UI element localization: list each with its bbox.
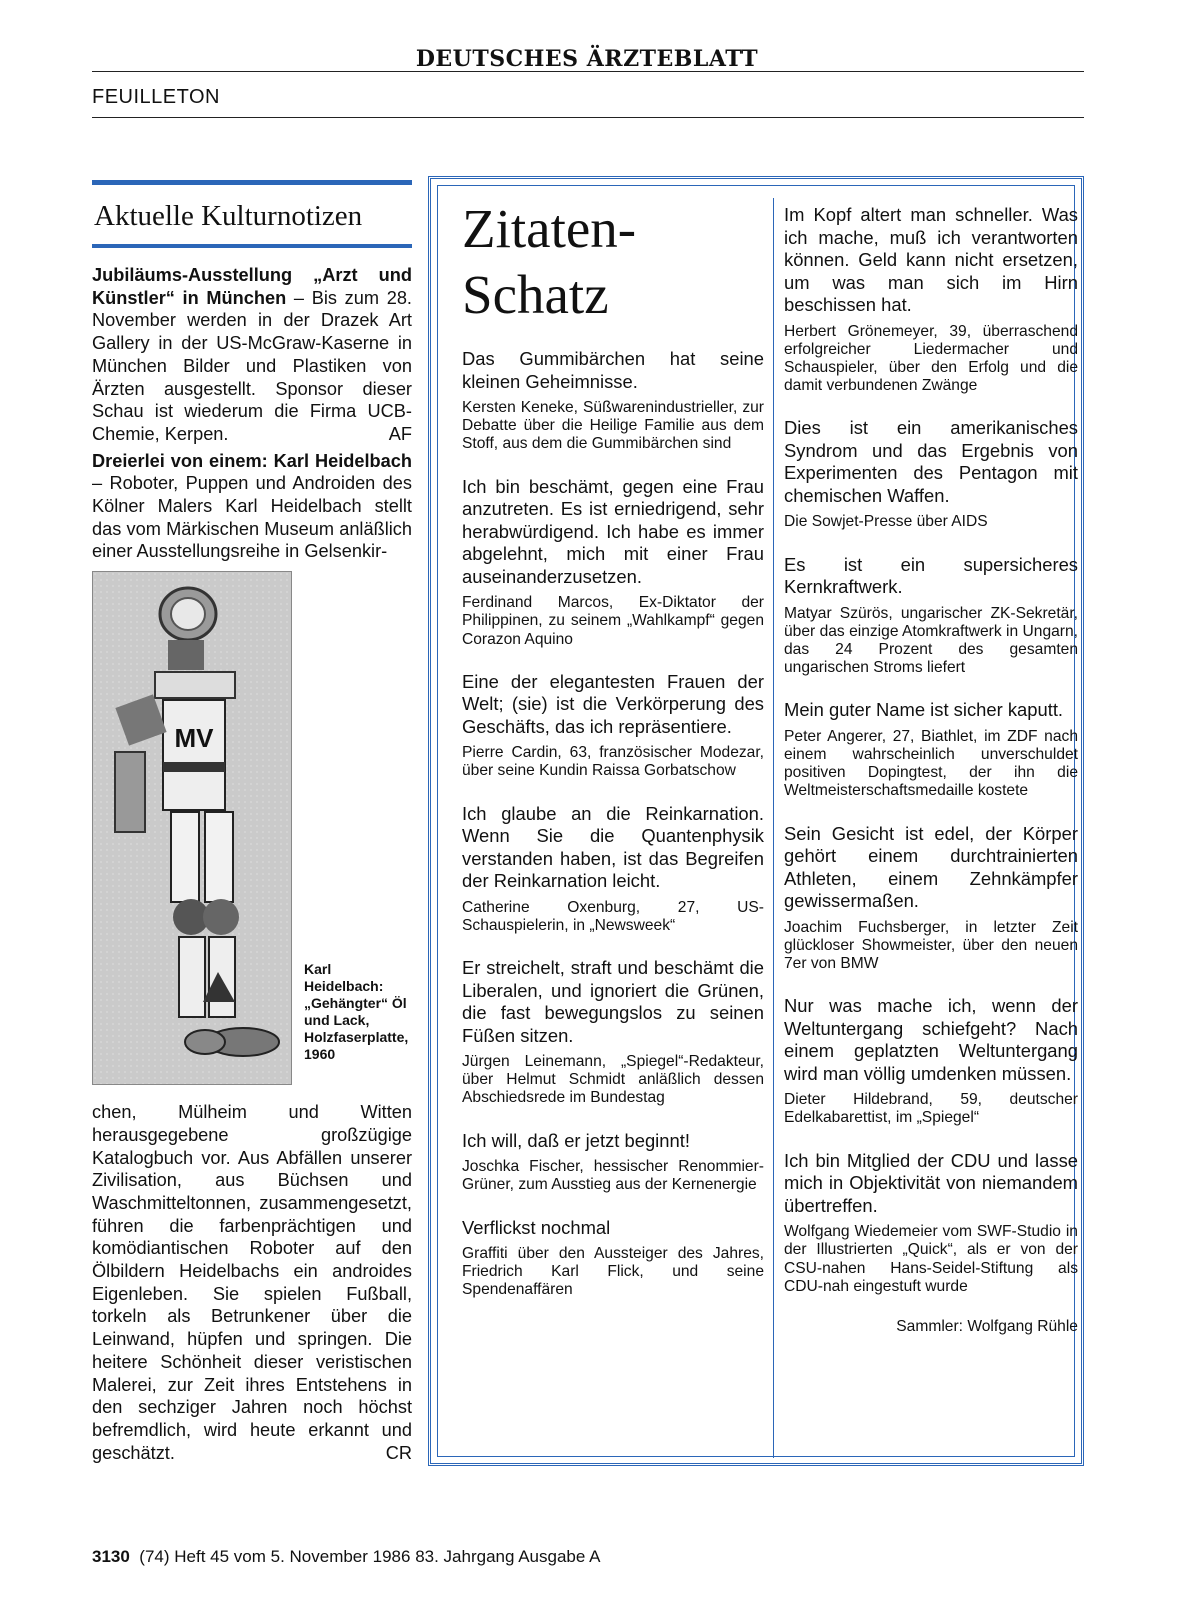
artwork-figure <box>92 571 412 1091</box>
quote-block <box>784 554 1078 678</box>
quote-text: Nur was mache ich, wenn der Weltuntergang schiefgeht? Nach einem geplatzten Weltuntergang wird man völlig umdenken müssen. <box>784 995 1078 1084</box>
quote-text: Er streichelt, straft und beschämt die Liberalen, und ignoriert die Grünen, die fast bewegungslos zu seinen Füßen sitzen. <box>462 957 764 1046</box>
quote-block <box>462 1217 764 1300</box>
quote-attribution: Wolfgang Wiedemeier vom SWF-Studio in der Illustrierten „Quick“, als er von der CSU-nahen Hans-Seidel-Stiftung als CDU-nah eingestuft wurde <box>784 1223 1078 1295</box>
kultur-item-2-continued <box>92 1101 412 1464</box>
kultur-item-2-body-2: chen, Mülheim und Witten herausgegebene großzügige Katalogbuch vor. Aus Abfällen unserer Zivilisation, aus Büchsen und Waschmitteltonnen, zusammengesetzt, führen die farbenprächtigen und komödiantischen Roboter auf den Ölbildern Heidelbachs ein androides Eigenleben. Sie spielen Fußball, torkeln als Betrunkener über die Leinwand, hüpfen und springen. Die heitere Schönheit dieser veristischen Malerei, zur Zeit ihres Entstehens in den sechziger Jahren noch höchst befremdlich, wird heute erkannt und geschätzt. <box>92 1102 412 1463</box>
quote-text: Ich glaube an die Reinkarnation. Wenn Sie die Quantenphysik verstanden haben, ist das Begreifen der Reinkarnation leicht. <box>462 802 764 892</box>
kultur-item-2-head: Dreierlei von einem: Karl Heidelbach <box>92 450 412 471</box>
quote-block <box>462 803 764 935</box>
quote-text: Verflickst nochmal <box>462 1216 611 1238</box>
quote-attribution: Dieter Hildebrand, 59, deutscher Edelkabarettist, im „Spiegel“ <box>784 1091 1078 1127</box>
page-number: 3130 <box>92 1547 130 1566</box>
collector-credit: Sammler: Wolfgang Rühle <box>896 1317 1078 1335</box>
quote-text: Ich bin beschämt, gegen eine Frau anzutreten. Es ist erniedrigend, sehr herabwürdigend. Ich habe es immer abgelehnt, mich mit einer Frau auseinanderzusetzen. <box>462 475 764 587</box>
quote-block <box>784 417 1078 531</box>
quote-attribution: Joachim Fuchsberger, in letzter Zeit glückloser Showmeister, über den neuen 7er von BMW <box>784 918 1078 973</box>
quote-block <box>462 348 764 454</box>
section-rule <box>92 117 1084 118</box>
quote-attribution: Herbert Grönemeyer, 39, überraschend erfolgreicher Liedermacher und Schauspieler, über den Erfolg und die damit verbundenen Zwänge <box>784 322 1078 395</box>
quote-list-a <box>462 348 764 1300</box>
zitaten-column-b <box>784 204 1078 1336</box>
kultur-top-bar <box>92 180 412 185</box>
quote-text: Eine der elegantesten Frauen der Welt; (sie) ist die Verkörperung des Geschäfts, das ich repräsentiere. <box>462 670 764 737</box>
artwork-caption: Karl Heidelbach: „Gehängter“ Öl und Lack, Holzfaserplatte, 1960 <box>304 961 409 1063</box>
kultur-item-1-body: – Bis zum 28. November werden in der Drazek Art Gallery in der US-McGraw-Kaserne in München Bilder und Plastiken von Ärzten ausgestellt. Sponsor dieser Schau ist wiederum die Firma UCB-Chemie, Kerpen. <box>92 287 412 444</box>
quote-block <box>784 699 1078 800</box>
kultur-item-1-head: Jubiläums-Ausstellung „Arzt und Künstler“ in München <box>92 265 412 308</box>
quote-text: Das Gummibärchen hat seine kleinen Geheimnisse. <box>462 348 764 392</box>
quote-attribution: Peter Angerer, 27, Biathlet, im ZDF nach einem wahrscheinlich unverschuldet positiven Dopingtest, der ihn die Weltmeisterschaftsmedaille kostete <box>784 727 1078 800</box>
kultur-column <box>92 180 412 1468</box>
quote-attribution: Matyar Szürös, ungarischer ZK-Sekretär, über das einzige Atomkraftwerk in Ungarn, das 24 Prozent des gesamten ungarischen Stroms liefert <box>784 604 1078 677</box>
quote-attribution: Ferdinand Marcos, Ex-Diktator der Philippinen, zu seinem „Wahlkampf“ gegen Corazon Aquino <box>462 594 764 648</box>
kultur-item-2 <box>92 450 412 564</box>
quote-block <box>784 1150 1078 1296</box>
quote-block <box>784 995 1078 1127</box>
quote-attribution: Catherine Oxenburg, 27, US-Schauspielerin, in „Newsweek“ <box>462 898 764 934</box>
kultur-title: Aktuelle Kulturnotizen <box>94 200 363 232</box>
artwork-image <box>92 571 292 1085</box>
zitaten-column-divider <box>773 198 774 1458</box>
kultur-title-bar <box>92 244 412 248</box>
page-footer <box>92 1547 600 1567</box>
quote-text: Ich bin Mitglied der CDU und lasse mich in Objektivität von niemandem übertreffen. <box>784 1149 1078 1216</box>
quote-block <box>784 823 1078 974</box>
robot-artwork-illustration <box>93 572 291 1084</box>
svg-text:MV: MV <box>174 723 214 754</box>
quote-block <box>462 671 764 781</box>
quote-block <box>462 476 764 649</box>
kultur-item-1-signature: AF <box>388 423 412 444</box>
masthead: DEUTSCHES ÄRZTEBLATT <box>415 46 759 72</box>
issue-info: (74) Heft 45 vom 5. November 1986 83. Jahrgang Ausgabe A <box>139 1547 601 1566</box>
quote-attribution: Joschka Fischer, hessischer Renommier-Grüner, zum Ausstieg aus der Kernenergie <box>462 1158 764 1194</box>
quote-attribution: Die Sowjet-Presse über AIDS <box>784 513 988 531</box>
quote-block <box>462 957 764 1108</box>
quote-list-b <box>784 204 1078 1296</box>
section-label: FEUILLETON <box>92 86 220 108</box>
kultur-item-2-body-1: – Roboter, Puppen und Androiden des Kölner Malers Karl Heidelbach stellt das vom Märkischen Museum anläßlich einer Ausstellungsreihe in Gelsenkir- <box>92 473 412 562</box>
quote-block <box>784 204 1078 395</box>
quote-attribution: Graffiti über den Aussteiger des Jahres, Friedrich Karl Flick, und seine Spendenaffären <box>462 1245 764 1299</box>
zitaten-title: Zitaten-Schatz <box>462 198 637 325</box>
kultur-item-2-signature: CR <box>385 1442 412 1463</box>
quote-attribution: Jürgen Leinemann, „Spiegel“-Redakteur, über Helmut Schmidt anläßlich dessen Abschiedsrede im Bundestag <box>462 1053 764 1107</box>
quote-text: Es ist ein supersicheres Kernkraftwerk. <box>784 553 1078 598</box>
masthead-rule <box>92 71 1084 72</box>
quote-text: Dies ist ein amerikanisches Syndrom und das Ergebnis von Experimenten des Pentagon mit chemischen Waffen. <box>784 417 1078 506</box>
quote-block <box>462 1130 764 1195</box>
quote-text: Ich will, daß er jetzt beginnt! <box>462 1129 690 1151</box>
zitaten-column-a <box>462 196 764 1322</box>
quote-text: Mein guter Name ist sicher kaputt. <box>784 699 1064 721</box>
quote-text: Sein Gesicht ist edel, der Körper gehört einem durchtrainierten Athleten, einem Zehnkämpfer gewissermaßen. <box>784 822 1078 912</box>
quote-attribution: Kersten Keneke, Süßwarenindustrieller, zur Debatte über die Heilige Familie aus dem Stoff, aus dem die Gummibärchen sind <box>462 399 764 453</box>
kultur-item-1 <box>92 264 412 446</box>
quote-text: Im Kopf altert man schneller. Was ich mache, muß ich verantworten können. Geld kann nicht ersetzen, um was man sich im Hirn beschissen hat. <box>784 204 1078 315</box>
quote-attribution: Pierre Cardin, 63, französischer Modezar, über seine Kundin Raissa Gorbatschow <box>462 744 764 780</box>
